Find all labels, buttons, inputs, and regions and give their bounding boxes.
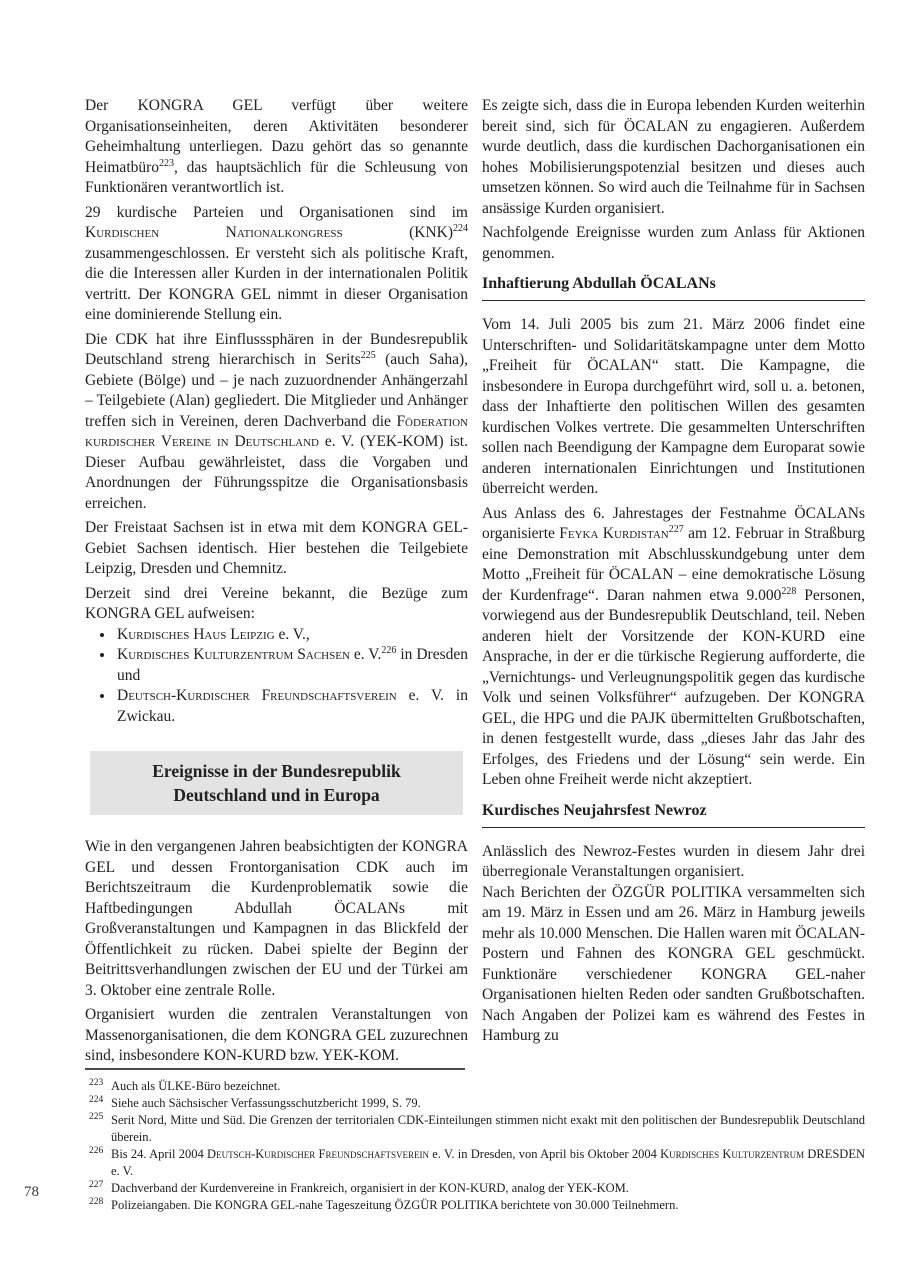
footnotes-section bbox=[85, 1064, 865, 1273]
text-run: Anlässlich des Newroz-Festes wurden in diesem Jahr drei überregionale Veranstaltungen organisiert. bbox=[482, 842, 865, 880]
paragraph bbox=[85, 584, 468, 625]
footnote-number: 226 bbox=[89, 1146, 104, 1156]
text-run: Bis 24. April 2004 bbox=[111, 1147, 208, 1161]
org-name-smallcaps: Kurdisches Kulturzentrum bbox=[660, 1147, 805, 1161]
text-run: Personen, vorwiegend aus der Bundesrepublik Deutschland, teil. Neben anderen hielt der Vorsitzende der KON-KURD eine Ansprache, in der er die türkische Regierung aufforderte, die „Vernichtungs- und Verleugnungspolitik gegen das kurdische Volk und seinen Volksführer“ aufzugeben. Der KONGRA GEL, die HPG und die PAJK übermittelten Grußbotschaften, in denen festgestellt wurde, dass „dieses Jahr das Jahr des Erfolges, des Friedens und der Lösung“ sein werde. Ein Leben ohne Freiheit werde nicht akzeptiert. bbox=[482, 586, 865, 788]
text-run: Vom 14. Juli 2005 bis zum 21. März 2006 findet eine Unterschriften- und Solidaritätskampagne unter dem Motto „Freiheit für ÖCALAN“ statt. Die Kampagne, die insbesondere in Europa durchgeführt wird, soll u. a. betonen, dass der Inhaftierte den politischen Willen des gesamten kurdischen Volkes vertrete. Die gesammelten Unterschriften sollen nach Beendigung der Kampagne dem Europarat sowie anderen internationalen Einrichtungen und Institutionen überreicht werden. bbox=[482, 316, 865, 497]
text-run: Es zeigte sich, dass die in Europa lebenden Kurden weiterhin bereit sind, sich für ÖCALAN zu engagieren. Außerdem wurde deutlich, dass die kurdischen Dachorganisationen ein hohes Mobilisierungspotenzial besitzen und dieses auch umsetzen können. So wird auch die Teilnahme für in Sachsen ansässige Kurden organisiert. bbox=[482, 97, 865, 217]
paragraph bbox=[482, 96, 865, 219]
text-run: Nach Berichten der ÖZGÜR POLITIKA versammelten sich am 19. März in Essen und am 26. März in Hamburg jeweils mehr als 10.000 Menschen. Die Hallen waren mit ÖCALAN-Postern und Fahnen des KONGRA GEL geschmückt. Funktionäre verschiedener KONGRA GEL-naher Organisationen hielten Reden oder sandten Grußbotschaften. Nach Angaben der Polizei kam es während des Festes in Hamburg zu bbox=[482, 883, 865, 1044]
text-run: e. V. (YEK-KOM) ist. Dieser Aufbau gewährleistet, dass die Vorgaben und Anordnungen der Führungsspitze die Organisationsbasis erreichen. bbox=[85, 433, 468, 512]
bullet-item bbox=[115, 625, 468, 646]
org-name-smallcaps: Deutsch-Kurdischer Freundschaftsverein bbox=[117, 687, 397, 704]
footnote-number: 227 bbox=[89, 1180, 104, 1190]
text-run: Dachverband der Kurdenvereine in Frankreich, organisiert in der KON-KURD, analog der YEK-KOM. bbox=[111, 1181, 629, 1195]
text-run: Derzeit sind drei Vereine bekannt, die Bezüge zum KONGRA GEL aufweisen: bbox=[85, 584, 468, 622]
paragraph bbox=[482, 223, 865, 264]
left-column bbox=[85, 96, 468, 1071]
org-name-smallcaps: Kurdisches Haus Leipzig bbox=[117, 625, 275, 643]
paragraph bbox=[85, 518, 468, 580]
footnote-ref: 225 bbox=[360, 349, 376, 361]
chapter-heading-box bbox=[90, 751, 463, 815]
footnote-text bbox=[111, 1096, 421, 1110]
paragraph bbox=[482, 504, 865, 791]
paragraph bbox=[85, 203, 468, 326]
chapter-heading-line: Deutschland und in Europa bbox=[173, 785, 380, 805]
footnote bbox=[85, 1146, 865, 1180]
footnote bbox=[85, 1078, 865, 1095]
text-run: e. V., bbox=[274, 625, 310, 643]
chapter-heading-line: Ereignisse in der Bundesrepublik bbox=[152, 761, 401, 781]
org-name-smallcaps: Kurdischen Nationalkongress bbox=[85, 224, 343, 241]
text-run: Siehe auch Sächsischer Verfassungsschutzbericht 1999, S. 79. bbox=[111, 1096, 421, 1110]
footnote-list bbox=[85, 1078, 865, 1214]
footnote bbox=[85, 1180, 865, 1197]
paragraph bbox=[85, 837, 468, 1001]
org-name-smallcaps: Kurdisches Kulturzentrum Sachsen bbox=[117, 646, 350, 663]
page-content bbox=[85, 96, 865, 1071]
footnote-text bbox=[111, 1181, 629, 1195]
text-run: Nachfolgende Ereignisse wurden zum Anlass für Aktionen genommen. bbox=[482, 224, 865, 262]
footnote-number: 228 bbox=[89, 1197, 104, 1207]
text-run: Polizeiangaben. Die KONGRA GEL-nahe Tageszeitung ÖZGÜR POLITIKA berichtete von 30.000 Teilnehmern. bbox=[111, 1198, 679, 1212]
footnote-number: 225 bbox=[89, 1112, 104, 1122]
text-run: e. V. bbox=[349, 646, 382, 663]
footnote bbox=[85, 1197, 865, 1214]
text-run: Die CDK hat ihre Einflusssphären in der Bundesrepublik Deutschland streng hierarchisch in Serits bbox=[85, 330, 468, 368]
text-run: Organisiert wurden die zentralen Veranstaltungen von Massenorganisationen, die dem KONGRA GEL zuzurechnen sind, insbesondere KON-KURD bzw. YEK-KOM. bbox=[85, 1006, 468, 1064]
text-run: (auch Saha), Gebiete (Bölge) und – je nach zuzuordnender Anhängerzahl – Teilgebiete (Alan) gegliedert. Die Mitglieder und Anhänger treffen sich in Vereinen, deren Dachverband die bbox=[85, 351, 468, 430]
footnote-ref: 224 bbox=[453, 222, 468, 234]
paragraph bbox=[85, 330, 468, 515]
footnote bbox=[85, 1095, 865, 1112]
footnote-separator-rule bbox=[85, 1068, 465, 1070]
text-run: Aus Anlass des 6. Jahrestages der Festnahme ÖCALANs organisierte bbox=[482, 504, 865, 542]
org-name-smallcaps: Föderation kurdischer Vereine in Deutschland bbox=[85, 412, 468, 450]
bullet-item bbox=[115, 686, 468, 727]
footnote-number: 223 bbox=[89, 1078, 104, 1088]
paragraph bbox=[482, 315, 865, 500]
footnote bbox=[85, 1112, 865, 1146]
text-run: Der Freistaat Sachsen ist in etwa mit dem KONGRA GEL-Gebiet Sachsen identisch. Hier bestehen die Teilgebiete Leipzig, Dresden und Chemnitz. bbox=[85, 519, 468, 577]
text-run: zusammengeschlossen. Er versteht sich als politische Kraft, die die Interessen aller Kurden in der internationalen Politik vertritt. Der KONGRA GEL nimmt in dieser Organisation eine dominierende Stellung ein. bbox=[85, 244, 468, 323]
org-name-smallcaps: Deutsch-Kurdischer Freundschaftsverein bbox=[207, 1147, 429, 1161]
footnote-ref: 228 bbox=[781, 585, 797, 597]
footnote-text bbox=[111, 1147, 865, 1178]
text-run: (KNK) bbox=[342, 224, 453, 241]
text-run: e. V. in Dresden, von April bis Oktober 2004 bbox=[429, 1147, 661, 1161]
text-run: Wie in den vergangenen Jahren beabsichtigten der KONGRA GEL und dessen Frontorganisation CDK auch im Berichtszeitraum die Kurdenproblematik sowie die Haftbedingungen Abdullah ÖCALANs mit Großveranstaltungen und Kampagnen in das Blickfeld der Öffentlichkeit zu rücken. Dabei spielte der Beginn der Beitrittsverhandlungen zwischen der EU und der Türkei am 3. Oktober eine zentrale Rolle. bbox=[85, 838, 468, 999]
footnote-text bbox=[111, 1079, 280, 1093]
paragraph bbox=[85, 1005, 468, 1067]
footnote-ref: 227 bbox=[668, 523, 684, 535]
org-name-smallcaps: Feyka Kurdistan bbox=[559, 525, 669, 542]
footnote-number: 224 bbox=[89, 1095, 104, 1105]
text-run: Serit Nord, Mitte und Süd. Die Grenzen der territorialen CDK-Einteilungen stimmen nicht exakt mit den politischen der Bundesrepublik Deutschland überein. bbox=[111, 1113, 865, 1144]
text-run: DRESDEN e. V. bbox=[111, 1147, 865, 1178]
bullet-item bbox=[115, 645, 468, 686]
footnote-ref: 223 bbox=[159, 157, 175, 169]
section-heading: Kurdisches Neujahrsfest Newroz bbox=[482, 801, 865, 828]
text-run: , das hauptsächlich für die Schleusung von Funktionären verantwortlich ist. bbox=[85, 158, 468, 196]
footnote-ref: 226 bbox=[381, 644, 397, 656]
bullet-list bbox=[85, 625, 468, 728]
paragraph bbox=[85, 96, 468, 199]
page-number: 78 bbox=[24, 1184, 39, 1200]
paragraph bbox=[482, 883, 865, 1047]
text-run: e. V. in Zwickau. bbox=[117, 687, 468, 725]
right-column bbox=[482, 96, 865, 1071]
paragraph bbox=[482, 842, 865, 883]
text-run: Der KONGRA GEL verfügt über weitere Organisationseinheiten, deren Aktivitäten besonderer Geheimhaltung unterliegen. Dazu gehört das so genannte Heimatbüro bbox=[85, 97, 468, 176]
text-run: in Dresden und bbox=[117, 646, 469, 684]
text-run: 29 kurdische Parteien und Organisationen sind im bbox=[85, 203, 468, 221]
text-run: am 12. Februar in Straßburg eine Demonstration mit Abschlusskundgebung unter dem Motto „Freiheit für ÖCALAN – eine demokratische Lösung der Kurdenfrage“. Daran nahmen etwa 9.000 bbox=[482, 525, 865, 604]
text-run: Auch als ÜLKE-Büro bezeichnet. bbox=[111, 1079, 281, 1093]
footnote-text bbox=[111, 1113, 865, 1144]
section-heading: Inhaftierung Abdullah ÖCALANs bbox=[482, 274, 865, 301]
footnote-text bbox=[111, 1198, 678, 1212]
